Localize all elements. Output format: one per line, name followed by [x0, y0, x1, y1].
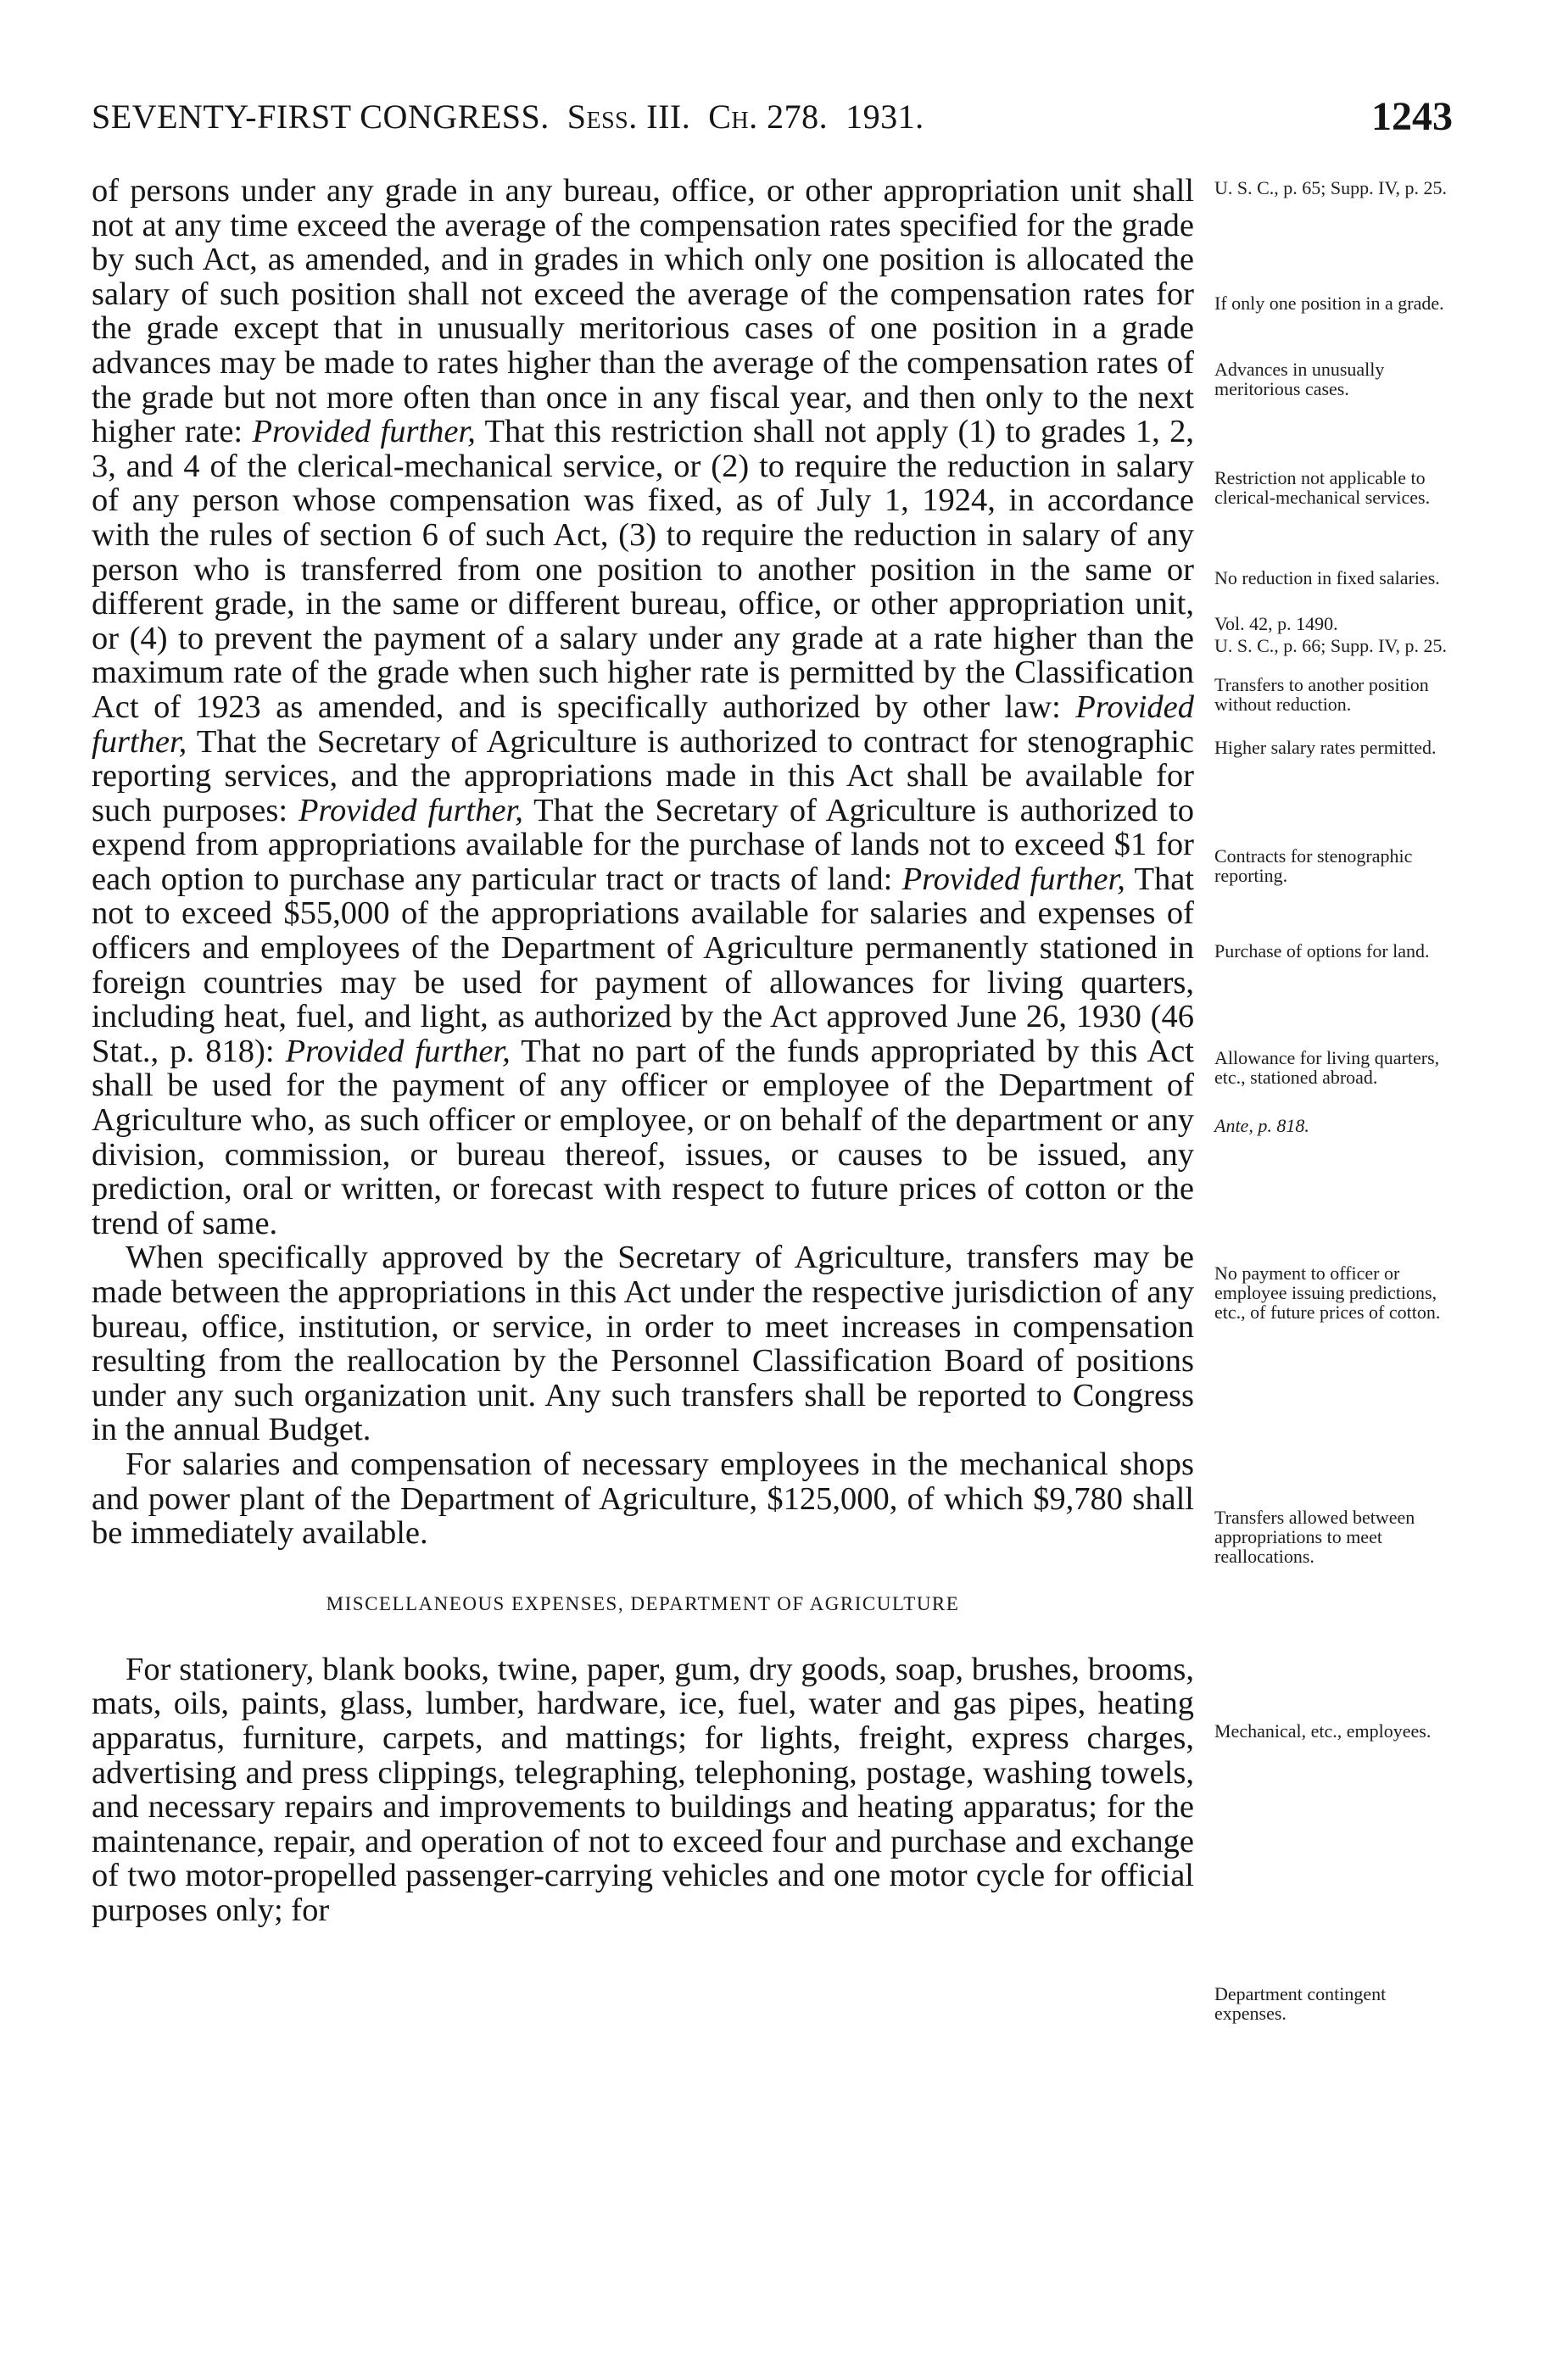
margin-note: If only one position in a grade. [1214, 293, 1444, 314]
running-head-line [92, 92, 924, 142]
margin-note: No reduction in fixed salaries. [1214, 567, 1440, 588]
p1-proviso-5: Provided further, [285, 1033, 511, 1069]
margin-note: U. S. C., p. 66; Supp. IV, p. 25. [1214, 635, 1448, 656]
margin-note: Department contingent expenses. [1214, 1983, 1387, 2024]
p1-proviso-4: Provided further, [901, 861, 1125, 897]
paragraph-4: For stationery, blank books, twine, paper, gum, dry goods, soap, brushes, brooms, mats, oils, paints, glass, lumber, hardware, ice, fuel, water and gas pipes, heating apparatus, furniture, carpets, and mattings; for lights, freight, express charges, advertising and press clippings, telegraphing, telephoning, postage, washing towels, and necessary repairs and improvements to buildings and heating apparatus; for the maintenance, repair, and operation of not to exceed four and purchase and exchange of two motor-propelled passenger-carrying vehicles and one motor cycle for official purposes only; for [92, 1651, 1194, 1928]
chapter-label: Ch. 278. [708, 98, 829, 136]
margin-note: Contracts for stenographic reporting. [1214, 845, 1413, 886]
main-text [92, 174, 1194, 1928]
p1-text-3: That the Secretary of Agriculture is authorized to contract for stenographic reporting services, and the appropriations made in this Act shall be available for such purposes: [92, 723, 1194, 828]
p1-proviso-2: Provided further, [92, 688, 1194, 760]
p1-text-1: of persons under any grade in any bureau, office, or other appropriation unit shall not at any time exceed the average of the compensation rates specified for the grade by such Act, as amended, and in grades in which only one position is allocated the salary of such position shall not exceed the average of the compensation rates for the grade except that in unusually meritorious cases of one position in a grade advances may be made to rates higher than the average of the compensation rates of the grade but not more often than once in any fiscal year, and then only to the next higher rate: [92, 173, 1194, 450]
running-header [92, 92, 1453, 142]
p1-text-2: That this restriction shall not apply (1) to grades 1, 2, 3, and 4 of the clerical-mechanical service, or (2) to require the reduction in salary of any person whose compensation was fixed, as of July 1, 1924, in accordance with the rules of section 6 of such Act, (3) to require the reduction in salary of any person who is transferred from one position to another position in the same or different grade, in the same or different bureau, office, or other appropriation unit, or (4) to prevent the payment of a salary under any grade at a rate higher than the maximum rate of the grade when such higher rate is permitted by the Classification Act of 1923 as amended, and is specifically authorized by other law: [92, 414, 1194, 725]
margin-note: No payment to officer or employee issuing predictions, etc., of future prices of cotton. [1214, 1262, 1441, 1323]
margin-note: Mechanical, etc., employees. [1214, 1720, 1432, 1742]
session-label: Sess. III. [566, 98, 691, 136]
year-label: 1931. [846, 98, 924, 136]
margin-note: Advances in unusually meritorious cases. [1214, 359, 1385, 399]
p1-proviso-1: Provided further, [252, 414, 476, 450]
margin-note: Transfers to another position without reduction. [1214, 674, 1429, 715]
margin-note: U. S. C., p. 65; Supp. IV, p. 25. [1214, 177, 1448, 198]
margin-note: Purchase of options for land. [1214, 940, 1430, 961]
margin-note: Ante, p. 818. [1214, 1115, 1309, 1136]
margin-note: Allowance for living quarters, etc., stationed abroad. [1214, 1047, 1440, 1088]
paragraph-3: For salaries and compensation of necessary employees in the mechanical shops and power plant of the Department of Agriculture, $125,000, of which $9,780 shall be immediately available. [92, 1446, 1194, 1552]
margin-note: Higher salary rates permitted. [1214, 737, 1437, 758]
margin-note: Vol. 42, p. 1490. [1214, 613, 1338, 634]
p1-text-5: That not to exceed $55,000 of the appropriations available for salaries and expenses of officers and employees of the Department of Agriculture permanently stationed in foreign countries may be used for payment of allowances for living quarters, including heat, fuel, and light, as authorized by the Act approved June 26, 1930 (46 Stat., p. 818): [92, 861, 1194, 1069]
margin-note: Transfers allowed between appropriations to meet reallocations. [1214, 1507, 1415, 1567]
p1-text-6: That no part of the funds appropriated by this Act shall be used for the payment of any officer or employee of the Department of Agriculture who, as such officer or employee, or on behalf of the department or any division, commission, or bureau thereof, issues, or causes to be issued, any prediction, oral or written, or forecast with respect to future prices of cotton or the trend of same. [92, 1033, 1194, 1241]
paragraph-1 [92, 174, 1194, 1240]
p1-proviso-3: Provided further, [298, 792, 523, 828]
congress-title: SEVENTY-FIRST CONGRESS. [92, 98, 550, 136]
margin-note: Restriction not applicable to clerical-mechanical services. [1214, 467, 1431, 508]
section-heading: MISCELLANEOUS EXPENSES, DEPARTMENT OF AGRICULTURE [326, 1592, 960, 1614]
page-number: 1243 [1371, 94, 1453, 139]
paragraph-2: When specifically approved by the Secretary of Agriculture, transfers may be made between the appropriations in this Act under the respective jurisdiction of any bureau, office, institution, or service, in order to meet increases in compensation resulting from the reallocation by the Personnel Classification Board of positions under any such organization unit. Any such transfers shall be reported to Congress in the annual Budget. [92, 1240, 1194, 1448]
p1-text-4: That the Secretary of Agriculture is authorized to expend from appropriations available for the purchase of lands not to exceed $1 for each option to purchase any particular tract or tracts of land: [92, 792, 1194, 897]
